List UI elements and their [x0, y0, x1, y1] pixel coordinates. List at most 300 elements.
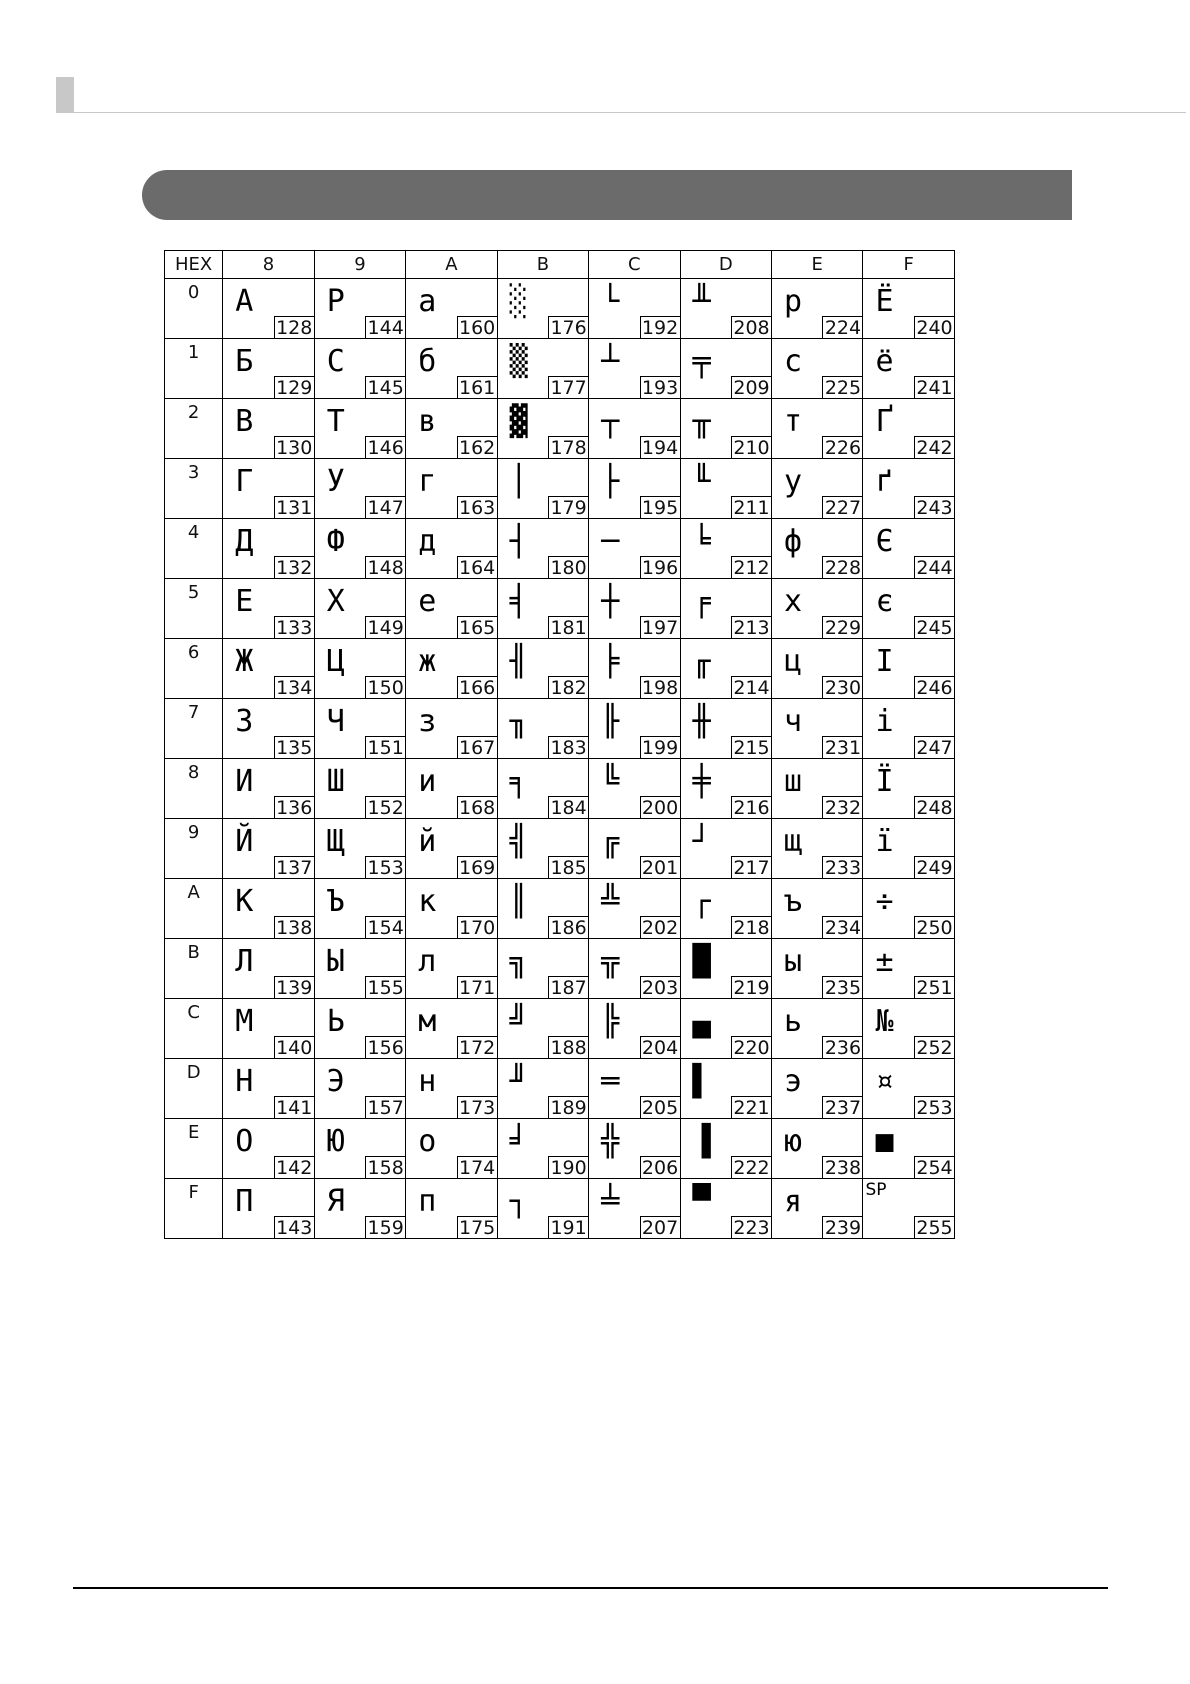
char-cell	[406, 579, 497, 639]
char-cell	[406, 819, 497, 879]
char-cell	[314, 519, 405, 579]
char-cell	[406, 1059, 497, 1119]
char-glyph: ╦	[601, 944, 620, 979]
char-cell	[497, 1119, 588, 1179]
char-cell	[680, 819, 771, 879]
char-cell	[863, 579, 955, 639]
char-glyph: ╨	[692, 284, 711, 319]
char-cell	[863, 939, 955, 999]
char-glyph: Э	[326, 1064, 345, 1099]
char-glyph: ═	[601, 1064, 620, 1099]
char-glyph: █	[692, 944, 711, 979]
char-code: 152	[365, 796, 406, 819]
table-row	[165, 399, 955, 459]
char-glyph: к	[418, 884, 437, 919]
char-code: 138	[274, 916, 315, 939]
char-cell	[772, 579, 863, 639]
char-code: 156	[365, 1036, 406, 1059]
hex-corner-header: HEX	[165, 251, 223, 279]
char-code: 193	[640, 376, 681, 399]
row-hex-label: 7	[165, 699, 223, 759]
char-cell	[497, 279, 588, 339]
char-code: 144	[365, 316, 406, 339]
char-cell	[223, 399, 314, 459]
char-glyph: ш	[784, 764, 803, 799]
char-glyph: Є	[875, 524, 894, 559]
character-code-table	[164, 250, 955, 1239]
char-code: 194	[640, 436, 681, 459]
column-header: A	[406, 251, 497, 279]
char-code: 199	[640, 736, 681, 759]
char-glyph: ─	[601, 524, 620, 559]
char-cell	[772, 879, 863, 939]
char-cell	[680, 759, 771, 819]
char-glyph: ┐	[509, 1184, 528, 1219]
char-code: 200	[640, 796, 681, 819]
char-glyph: н	[418, 1064, 437, 1099]
char-glyph: ▐	[692, 1124, 711, 1159]
char-cell	[406, 459, 497, 519]
char-glyph: З	[235, 704, 254, 739]
char-code: 250	[914, 916, 955, 939]
char-cell	[497, 519, 588, 579]
char-code: 149	[365, 616, 406, 639]
char-cell	[497, 699, 588, 759]
char-glyph: п	[418, 1184, 437, 1219]
char-cell	[589, 699, 680, 759]
char-cell	[772, 399, 863, 459]
char-code: 207	[640, 1216, 681, 1239]
char-cell	[406, 279, 497, 339]
char-cell	[680, 699, 771, 759]
char-cell	[589, 459, 680, 519]
char-cell	[680, 579, 771, 639]
char-cell	[863, 699, 955, 759]
char-code: 235	[822, 976, 863, 999]
char-cell	[314, 879, 405, 939]
char-cell	[772, 1119, 863, 1179]
char-cell	[406, 519, 497, 579]
column-header: 9	[314, 251, 405, 279]
char-code: 252	[914, 1036, 955, 1059]
char-glyph: ч	[784, 704, 803, 739]
char-cell	[223, 1059, 314, 1119]
char-code: 211	[731, 496, 772, 519]
table-row	[165, 459, 955, 519]
char-cell	[314, 939, 405, 999]
char-code: 217	[731, 856, 772, 879]
char-cell	[863, 1179, 955, 1239]
char-glyph: ╞	[601, 644, 620, 679]
char-cell	[223, 519, 314, 579]
row-hex-label: 2	[165, 399, 223, 459]
char-glyph: Ц	[326, 644, 345, 679]
char-glyph: б	[418, 344, 437, 379]
char-glyph: ╛	[509, 1124, 528, 1159]
char-glyph: ┬	[601, 404, 620, 439]
char-cell	[772, 819, 863, 879]
char-glyph: І	[875, 644, 894, 679]
char-glyph: ╕	[509, 764, 528, 799]
char-glyph: д	[418, 524, 437, 559]
char-glyph: о	[418, 1124, 437, 1159]
char-code: 218	[731, 916, 772, 939]
char-glyph: я	[784, 1184, 803, 1219]
char-cell	[223, 699, 314, 759]
char-glyph: ┌	[692, 884, 711, 919]
char-glyph: │	[509, 464, 528, 499]
char-code: 151	[365, 736, 406, 759]
char-code: 214	[731, 676, 772, 699]
char-code: 183	[548, 736, 589, 759]
char-glyph: Ф	[326, 524, 345, 559]
char-glyph: №	[875, 1004, 894, 1039]
row-hex-label: 0	[165, 279, 223, 339]
char-cell	[497, 999, 588, 1059]
char-code: 216	[731, 796, 772, 819]
table-row	[165, 939, 955, 999]
row-hex-label: 4	[165, 519, 223, 579]
char-cell	[497, 639, 588, 699]
char-cell	[314, 579, 405, 639]
char-cell	[406, 699, 497, 759]
char-glyph: в	[418, 404, 437, 439]
char-glyph: Ж	[235, 644, 254, 679]
char-cell	[314, 1179, 405, 1239]
char-glyph: И	[235, 764, 254, 799]
char-code: 224	[822, 316, 863, 339]
char-code: 209	[731, 376, 772, 399]
char-code: 142	[274, 1156, 315, 1179]
char-cell	[589, 759, 680, 819]
table-row	[165, 1179, 955, 1239]
char-code: 228	[822, 556, 863, 579]
char-code: 245	[914, 616, 955, 639]
column-header: F	[863, 251, 955, 279]
char-cell	[772, 939, 863, 999]
char-cell	[223, 1119, 314, 1179]
char-glyph: р	[784, 284, 803, 319]
char-code: 167	[457, 736, 498, 759]
table-body	[165, 279, 955, 1239]
char-cell	[406, 399, 497, 459]
char-cell	[223, 759, 314, 819]
char-glyph: А	[235, 284, 254, 319]
char-glyph: Л	[235, 944, 254, 979]
char-code: 232	[822, 796, 863, 819]
char-cell	[772, 639, 863, 699]
char-code: 208	[731, 316, 772, 339]
char-glyph: ╗	[509, 944, 528, 979]
table-row	[165, 759, 955, 819]
top-corner-marker	[56, 77, 74, 113]
char-code: 206	[640, 1156, 681, 1179]
char-code: 215	[731, 736, 772, 759]
char-code: 128	[274, 316, 315, 339]
char-cell	[497, 939, 588, 999]
char-code: 158	[365, 1156, 406, 1179]
row-hex-label: 1	[165, 339, 223, 399]
char-code: 137	[274, 856, 315, 879]
char-code: 132	[274, 556, 315, 579]
char-glyph: л	[418, 944, 437, 979]
char-glyph: ї	[875, 824, 894, 859]
char-code: 170	[457, 916, 498, 939]
char-code: 244	[914, 556, 955, 579]
char-cell	[589, 999, 680, 1059]
char-glyph: з	[418, 704, 437, 739]
char-glyph: ґ	[875, 464, 894, 499]
char-code: 168	[457, 796, 498, 819]
char-glyph: ├	[601, 464, 620, 499]
char-code: 159	[365, 1216, 406, 1239]
char-code: 230	[822, 676, 863, 699]
char-code: 181	[548, 616, 589, 639]
char-code: 190	[548, 1156, 589, 1179]
char-cell	[772, 279, 863, 339]
char-glyph: М	[235, 1004, 254, 1039]
char-code: 234	[822, 916, 863, 939]
char-cell	[497, 399, 588, 459]
row-hex-label: 8	[165, 759, 223, 819]
char-code: 205	[640, 1096, 681, 1119]
char-glyph: О	[235, 1124, 254, 1159]
char-cell	[589, 1179, 680, 1239]
char-cell	[680, 459, 771, 519]
char-code: 233	[822, 856, 863, 879]
char-code: 246	[914, 676, 955, 699]
char-code: 229	[822, 616, 863, 639]
char-glyph: ░	[509, 284, 528, 319]
char-glyph: ╠	[601, 1004, 620, 1039]
table-row	[165, 579, 955, 639]
char-cell	[314, 399, 405, 459]
char-code: 210	[731, 436, 772, 459]
char-code: 171	[457, 976, 498, 999]
char-glyph: Ё	[875, 284, 894, 319]
row-hex-label: D	[165, 1059, 223, 1119]
char-code: 150	[365, 676, 406, 699]
char-cell	[589, 339, 680, 399]
table-row	[165, 879, 955, 939]
char-code: 191	[548, 1216, 589, 1239]
char-cell	[497, 459, 588, 519]
char-cell	[406, 939, 497, 999]
char-code: 240	[914, 316, 955, 339]
char-glyph: Б	[235, 344, 254, 379]
char-code: 187	[548, 976, 589, 999]
char-code: 179	[548, 496, 589, 519]
char-glyph: ё	[875, 344, 894, 379]
char-code: 145	[365, 376, 406, 399]
char-cell	[589, 639, 680, 699]
char-cell	[863, 1119, 955, 1179]
char-glyph: ╝	[509, 1004, 528, 1039]
char-code: 219	[731, 976, 772, 999]
char-cell	[406, 639, 497, 699]
char-code: 249	[914, 856, 955, 879]
char-glyph: ┘	[692, 824, 711, 859]
char-code: 184	[548, 796, 589, 819]
table-row	[165, 699, 955, 759]
char-code: 155	[365, 976, 406, 999]
char-cell	[772, 999, 863, 1059]
char-glyph: ╥	[692, 404, 711, 439]
char-cell	[589, 1059, 680, 1119]
char-cell	[223, 999, 314, 1059]
char-glyph: ы	[784, 944, 803, 979]
char-glyph: м	[418, 1004, 437, 1039]
char-code: 162	[457, 436, 498, 459]
char-cell	[772, 519, 863, 579]
char-cell	[680, 999, 771, 1059]
char-cell	[863, 819, 955, 879]
char-glyph: Т	[326, 404, 345, 439]
char-code: 189	[548, 1096, 589, 1119]
char-code: 154	[365, 916, 406, 939]
char-glyph: ╚	[601, 764, 620, 799]
row-hex-label: B	[165, 939, 223, 999]
char-cell	[314, 339, 405, 399]
column-header: B	[497, 251, 588, 279]
char-glyph: а	[418, 284, 437, 319]
table-row	[165, 1119, 955, 1179]
char-cell	[314, 459, 405, 519]
char-glyph: Г	[235, 464, 254, 499]
char-code: 186	[548, 916, 589, 939]
char-code: 131	[274, 496, 315, 519]
char-cell	[497, 1179, 588, 1239]
char-code: 220	[731, 1036, 772, 1059]
char-code: 157	[365, 1096, 406, 1119]
char-cell	[406, 339, 497, 399]
char-glyph: ж	[418, 644, 437, 679]
char-glyph: е	[418, 584, 437, 619]
char-cell	[314, 759, 405, 819]
char-code: 141	[274, 1096, 315, 1119]
char-glyph: Й	[235, 824, 254, 859]
char-glyph: й	[418, 824, 437, 859]
char-cell	[314, 999, 405, 1059]
char-code: 255	[914, 1216, 955, 1239]
char-cell	[863, 399, 955, 459]
row-hex-label: 5	[165, 579, 223, 639]
char-code: 204	[640, 1036, 681, 1059]
char-glyph: у	[784, 464, 803, 499]
char-glyph: ╤	[692, 344, 711, 379]
row-hex-label: 3	[165, 459, 223, 519]
char-cell	[589, 579, 680, 639]
row-hex-label: 6	[165, 639, 223, 699]
char-glyph: ┴	[601, 344, 620, 379]
char-cell	[772, 1179, 863, 1239]
char-cell	[314, 1119, 405, 1179]
char-glyph: ╒	[692, 584, 711, 619]
char-code: 130	[274, 436, 315, 459]
table-row	[165, 819, 955, 879]
char-code: 198	[640, 676, 681, 699]
char-code: 153	[365, 856, 406, 879]
char-code: 196	[640, 556, 681, 579]
char-code: 221	[731, 1096, 772, 1119]
char-glyph: ╓	[692, 644, 711, 679]
char-cell	[772, 1059, 863, 1119]
char-code: 254	[914, 1156, 955, 1179]
char-code: 163	[457, 496, 498, 519]
char-glyph: К	[235, 884, 254, 919]
char-code: 164	[457, 556, 498, 579]
char-glyph: Я	[326, 1184, 345, 1219]
char-cell	[406, 1179, 497, 1239]
char-glyph: Ґ	[875, 404, 894, 439]
char-glyph: Р	[326, 284, 345, 319]
char-cell	[680, 879, 771, 939]
char-glyph: Д	[235, 524, 254, 559]
char-cell	[863, 339, 955, 399]
char-cell	[406, 999, 497, 1059]
char-code: 174	[457, 1156, 498, 1179]
char-glyph: щ	[784, 824, 803, 859]
char-code: 188	[548, 1036, 589, 1059]
char-glyph: ╫	[692, 704, 711, 739]
char-cell	[772, 459, 863, 519]
char-glyph: ▌	[692, 1064, 711, 1099]
char-code: 197	[640, 616, 681, 639]
char-code: 231	[822, 736, 863, 759]
char-code: 143	[274, 1216, 315, 1239]
table-row	[165, 1059, 955, 1119]
char-code: 222	[731, 1156, 772, 1179]
char-glyph: ╪	[692, 764, 711, 799]
char-code: 243	[914, 496, 955, 519]
char-cell	[314, 279, 405, 339]
char-glyph: ±	[875, 944, 894, 979]
column-header: 8	[223, 251, 314, 279]
char-glyph: С	[326, 344, 345, 379]
table-row	[165, 999, 955, 1059]
char-code: 161	[457, 376, 498, 399]
char-code: 147	[365, 496, 406, 519]
char-glyph: Н	[235, 1064, 254, 1099]
char-cell	[223, 819, 314, 879]
char-code: 166	[457, 676, 498, 699]
char-glyph: с	[784, 344, 803, 379]
char-code: 133	[274, 616, 315, 639]
char-glyph: и	[418, 764, 437, 799]
char-glyph: ┤	[509, 524, 528, 559]
char-code: 227	[822, 496, 863, 519]
column-header: C	[589, 251, 680, 279]
char-cell	[589, 279, 680, 339]
char-cell	[863, 279, 955, 339]
char-cell	[863, 1059, 955, 1119]
char-glyph: ╩	[601, 884, 620, 919]
char-cell	[589, 939, 680, 999]
char-glyph: ф	[784, 524, 803, 559]
char-cell	[863, 639, 955, 699]
row-hex-label: A	[165, 879, 223, 939]
char-cell	[589, 819, 680, 879]
char-cell	[863, 999, 955, 1059]
char-glyph: Ь	[326, 1004, 345, 1039]
char-glyph: х	[784, 584, 803, 619]
char-cell	[680, 939, 771, 999]
table-header-row	[165, 251, 955, 279]
char-code: 175	[457, 1216, 498, 1239]
table-row	[165, 279, 955, 339]
char-cell	[680, 399, 771, 459]
char-cell	[680, 519, 771, 579]
